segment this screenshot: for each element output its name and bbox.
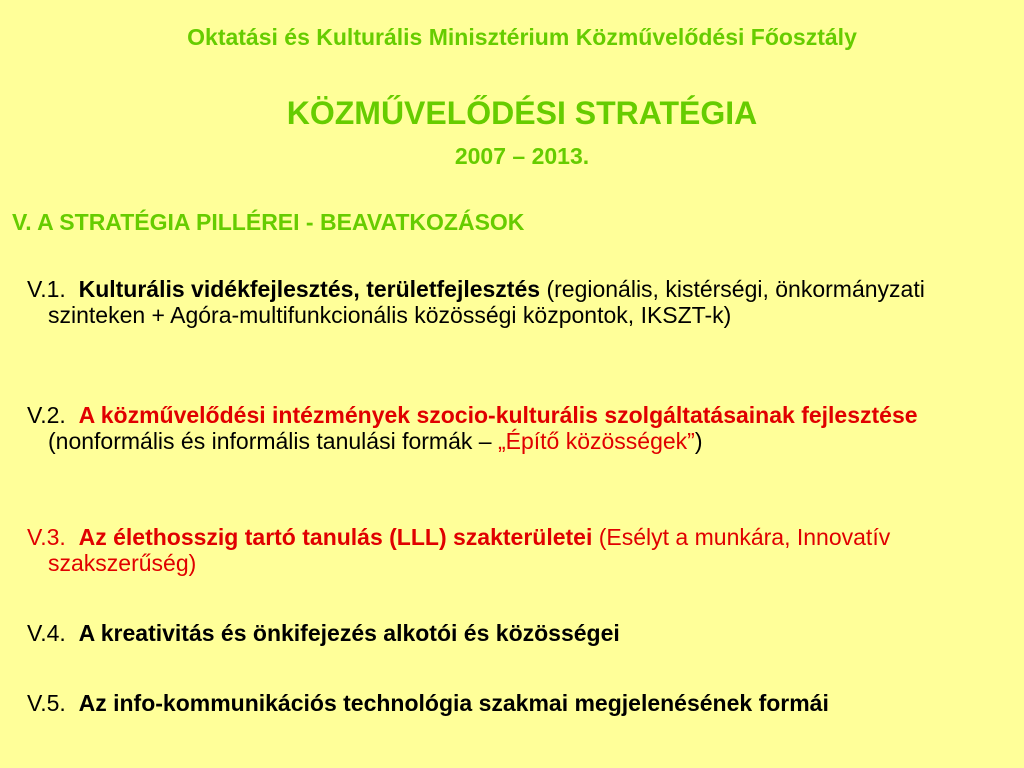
item-number: V.5. — [27, 690, 66, 716]
item-number: V.3. — [27, 524, 66, 550]
list-item-v2 — [27, 402, 1023, 454]
item-title: A közművelődési intézmények szocio-kulturális szolgáltatásainak fejlesztése — [78, 402, 918, 428]
list-item-v5 — [27, 690, 1023, 716]
item-detail-end: ) — [694, 428, 703, 454]
item-number: V.4. — [27, 620, 66, 646]
item-number: V.1. — [27, 276, 66, 302]
item-detail: (regionális, kistérségi, önkormányzati szinteken + Agóra-multifunkcionális közösségi központok, IKSZT-k) — [48, 276, 925, 328]
item-title: A kreativitás és önkifejezés alkotói és közösségei — [78, 620, 620, 646]
section-title: V. A STRATÉGIA PILLÉREI - BEAVATKOZÁSOK — [12, 209, 525, 235]
period-years: 2007 – 2013. — [454, 143, 590, 169]
item-title: Az info-kommunikációs technológia szakmai megjelenésének formái — [78, 690, 829, 716]
ministry-header: Oktatási és Kulturális Minisztérium Közművelődési Főosztály — [187, 24, 857, 50]
item-title: Kulturális vidékfejlesztés, területfejlesztés — [78, 276, 541, 302]
item-detail: (Esélyt a munkára, Innovatív szakszerűség) — [48, 524, 891, 576]
list-item-v4 — [27, 620, 1023, 646]
item-number: V.2. — [27, 402, 66, 428]
list-item-v3 — [27, 524, 1023, 576]
item-title: Az élethosszig tartó tanulás (LLL) szakterületei — [78, 524, 593, 550]
item-detail-highlight: „Építő közösségek” — [497, 428, 695, 454]
list-item-v1 — [27, 276, 1023, 328]
item-detail: (nonformális és informális tanulási formák – — [48, 428, 492, 454]
page-title: KÖZMŰVELŐDÉSI STRATÉGIA — [286, 95, 758, 131]
